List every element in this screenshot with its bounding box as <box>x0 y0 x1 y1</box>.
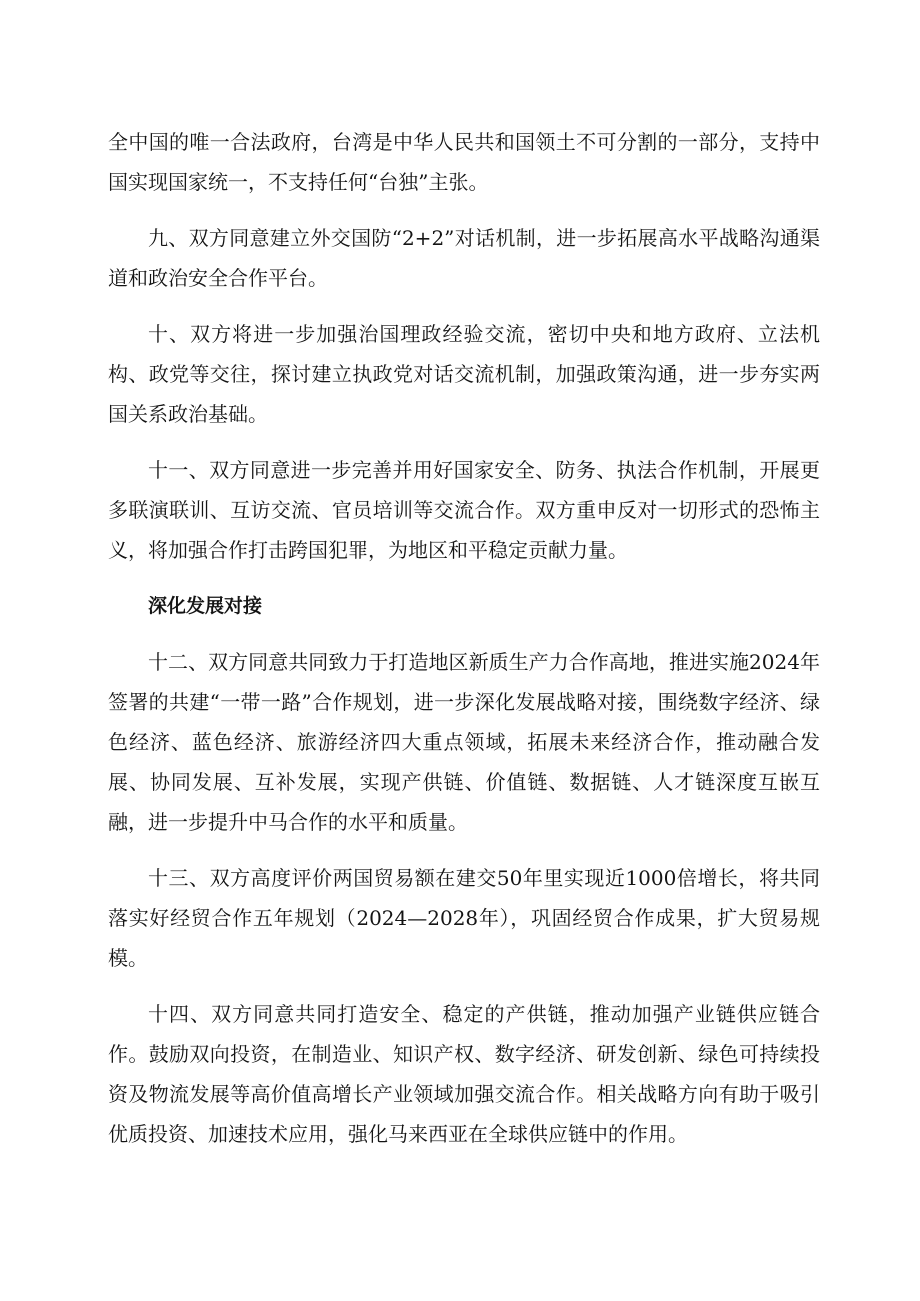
paragraph-continuation: 全中国的唯一合法政府，台湾是中华人民共和国领土不可分割的一部分，支持中国实现国家统一，不支持任何“台独”主张。 <box>108 130 820 194</box>
paragraph-12: 十二、双方同意共同致力于打造地区新质生产力合作高地，推进实施2024年签署的共建“一带一路”合作规划，进一步深化发展战略对接，围绕数字经济、绿色经济、蓝色经济、旅游经济四大重点领域，拓展未来经济合作，推动融合发展、协同发展、互补发展，实现产供链、价值链、数据链、人才链深度互嵌互融，进一步提升中马合作的水平和质量。 <box>108 650 820 834</box>
section-heading: 深化发展对接 <box>148 595 263 617</box>
paragraph-13: 十三、双方高度评价两国贸易额在建交50年里实现近1000倍增长，将共同落实好经贸合作五年规划（2024—2028年），巩固经贸合作成果，扩大贸易规模。 <box>108 866 820 970</box>
paragraph-10: 十、双方将进一步加强治国理政经验交流，密切中央和地方政府、立法机构、政党等交往，探讨建立执政党对话交流机制，加强政策沟通，进一步夯实两国关系政治基础。 <box>108 322 820 426</box>
document-body <box>108 122 820 1170</box>
paragraph-11: 十一、双方同意进一步完善并用好国家安全、防务、执法合作机制，开展更多联演联训、互访交流、官员培训等交流合作。双方重申反对一切形式的恐怖主义，将加强合作打击跨国犯罪，为地区和平稳定贡献力量。 <box>108 458 820 562</box>
paragraph-9: 九、双方同意建立外交国防“2+2”对话机制，进一步拓展高水平战略沟通渠道和政治安全合作平台。 <box>108 226 820 290</box>
paragraph-14: 十四、双方同意共同打造安全、稳定的产供链，推动加强产业链供应链合作。鼓励双向投资，在制造业、知识产权、数字经济、研发创新、绿色可持续投资及物流发展等高价值高增长产业领域加强交流合作。相关战略方向有助于吸引优质投资、加速技术应用，强化马来西亚在全球供应链中的作用。 <box>108 1002 820 1146</box>
